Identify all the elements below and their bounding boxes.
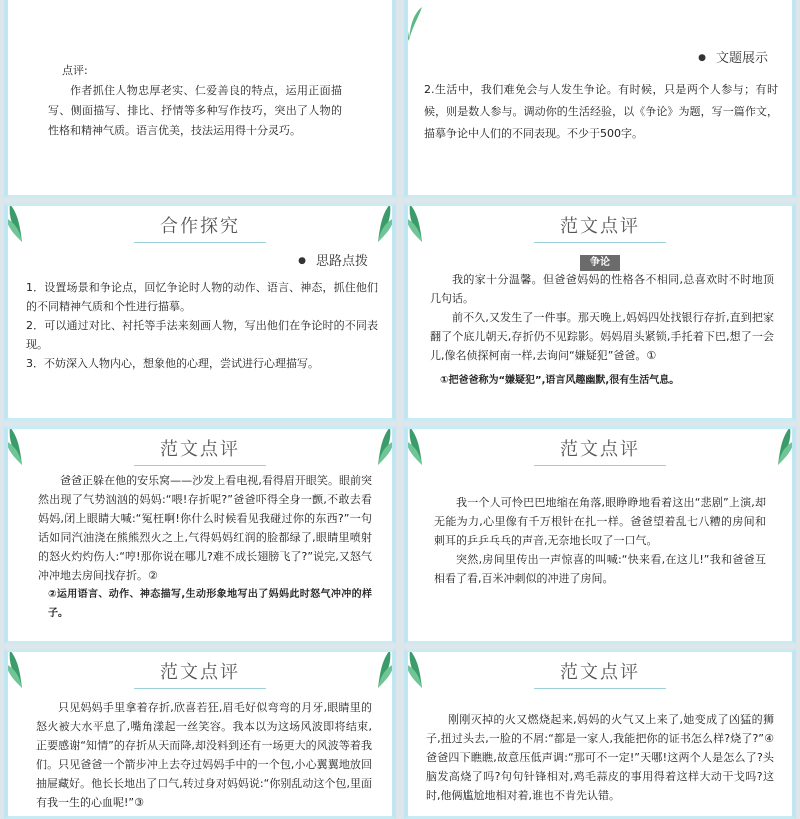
slide-6[interactable] <box>404 426 796 644</box>
essay-title-tag: 争论 <box>580 255 620 271</box>
prompt-text: 2.生活中，我们难免会与人发生争论。有时候，只是两个人参与；有时候，则是数人参与。调动你的生活经验，以《争论》为题，写一篇作文，描摹争论中人们的不同表现。不少于500字。 <box>424 83 778 140</box>
slide-7[interactable] <box>4 649 396 819</box>
essay-paragraph: 只见妈妈手里拿着存折,欣喜若狂,眉毛好似弯弯的月牙,眼睛里的怒火被大水平息了,嘴角漾起一丝笑容。我本以为这场风波即将结束,正要感谢“知情”的存折从天而降,却没料到还有一场更大的风波等着我们。只见爸爸一个箭步冲上去夺过妈妈手中的一个包,小心翼翼地放回抽屉藏好。他长长地出了口气,转过身对妈妈说:“你别乱动这个包,里面有我一生的心血呢!”③ <box>36 701 372 809</box>
slide-title: 范文点评 <box>534 212 666 243</box>
bullet-dot-icon: ● <box>298 256 306 266</box>
slide-title: 范文点评 <box>134 658 266 689</box>
slide-1[interactable] <box>4 0 396 198</box>
section-bullet: ● 思路点拨 <box>298 254 368 269</box>
slide-title: 范文点评 <box>134 435 266 466</box>
essay-paragraph: 突然,房间里传出一声惊喜的叫喊:“快来看,在这儿!”我和爸爸互相看了看,百米冲刺似的冲进了房间。 <box>434 553 766 585</box>
section-bullet: ● 文题展示 <box>698 51 768 66</box>
slide-title: 范文点评 <box>534 658 666 689</box>
annotation-note: ①把爸爸称为“嫌疑犯”,语言风趣幽默,很有生活气息。 <box>440 375 680 386</box>
list-item: 2．可以通过对比、衬托等手法来刻画人物，写出他们在争论时的不同表现。 <box>26 319 378 351</box>
list-item: 1．设置场景和争论点，回忆争论时人物的动作、语言、神态，抓住他们的不同精神气质和个性进行描摹。 <box>26 281 378 313</box>
review-label: 点评: <box>62 64 88 77</box>
slide-title: 范文点评 <box>534 435 666 466</box>
essay-paragraph: 我一个人可怜巴巴地缩在角落,眼睁睁地看着这出“悲剧”上演,却无能为力,心里像有千万根针在扎一样。爸爸望着乱七八糟的房间和刺耳的乒乒乓乓的声音,无奈地长叹了一口气。 <box>434 496 766 547</box>
slide-2[interactable] <box>404 0 796 198</box>
slide-title: 合作探究 <box>134 212 266 243</box>
slide-8[interactable] <box>404 649 796 819</box>
essay-paragraph: 我的家十分温馨。但爸爸妈妈的性格各不相同,总喜欢时不时地顶几句话。 <box>430 273 774 305</box>
essay-paragraph: 前不久,又发生了一件事。那天晚上,妈妈四处找银行存折,直到把家翻了个底儿朝天,存折仍不见踪影。妈妈眉头紧锁,手托着下巴,想了一会儿,像名侦探柯南一样,去询问“嫌疑犯”爸爸。① <box>430 311 774 362</box>
slide-5[interactable] <box>4 426 396 644</box>
annotation-note: ②运用语言、动作、神态描写,生动形象地写出了妈妈此时怒气冲冲的样子。 <box>48 589 372 619</box>
bullet-dot-icon: ● <box>698 53 706 63</box>
essay-paragraph: 爸爸正躲在他的安乐窝——沙发上看电视,看得眉开眼笑。眼前突然出现了气势汹汹的妈妈:“喂!存折呢?”爸爸吓得全身一颤,不敢去看妈妈,闭上眼睛大喊:“冤枉啊!你什么时候看见我碰过你的东西?”一句话如同汽油浇在熊熊烈火之上,气得妈妈红润的脸都绿了,眼睛里喷射的怒火灼灼伤人:“哼!那你说在哪儿?难不成长翅膀飞了?”说完,又怒气冲冲地去房间找存折。② <box>38 474 372 582</box>
slide-3[interactable] <box>4 203 396 421</box>
slide-4[interactable] <box>404 203 796 421</box>
essay-paragraph: 刚刚灭掉的火又燃烧起来,妈妈的火气又上来了,她变成了凶猛的狮子,扭过头去,一脸的不屑:“都是一家人,我能把你的证书怎么样?烧了?”④爸爸四下瞧瞧,故意压低声调:“那可不一定!”天哪!这两个人是怎么了?头脑发高烧了吗?句句针锋相对,鸡毛蒜皮的事用得着这样大动干戈吗?这时,他俩尴尬地相对着,谁也不肯先认错。 <box>426 713 774 802</box>
review-text: 作者抓住人物忠厚老实、仁爱善良的特点，运用正面描写、侧面描写、排比、抒情等多种写作技巧，突出了人物的性格和精神气质。语言优美，技法运用得十分灵巧。 <box>48 84 342 137</box>
list-item: 3．不妨深入人物内心，想象他的心理，尝试进行心理描写。 <box>26 357 319 370</box>
leaf-decoration-icon <box>404 1 424 41</box>
